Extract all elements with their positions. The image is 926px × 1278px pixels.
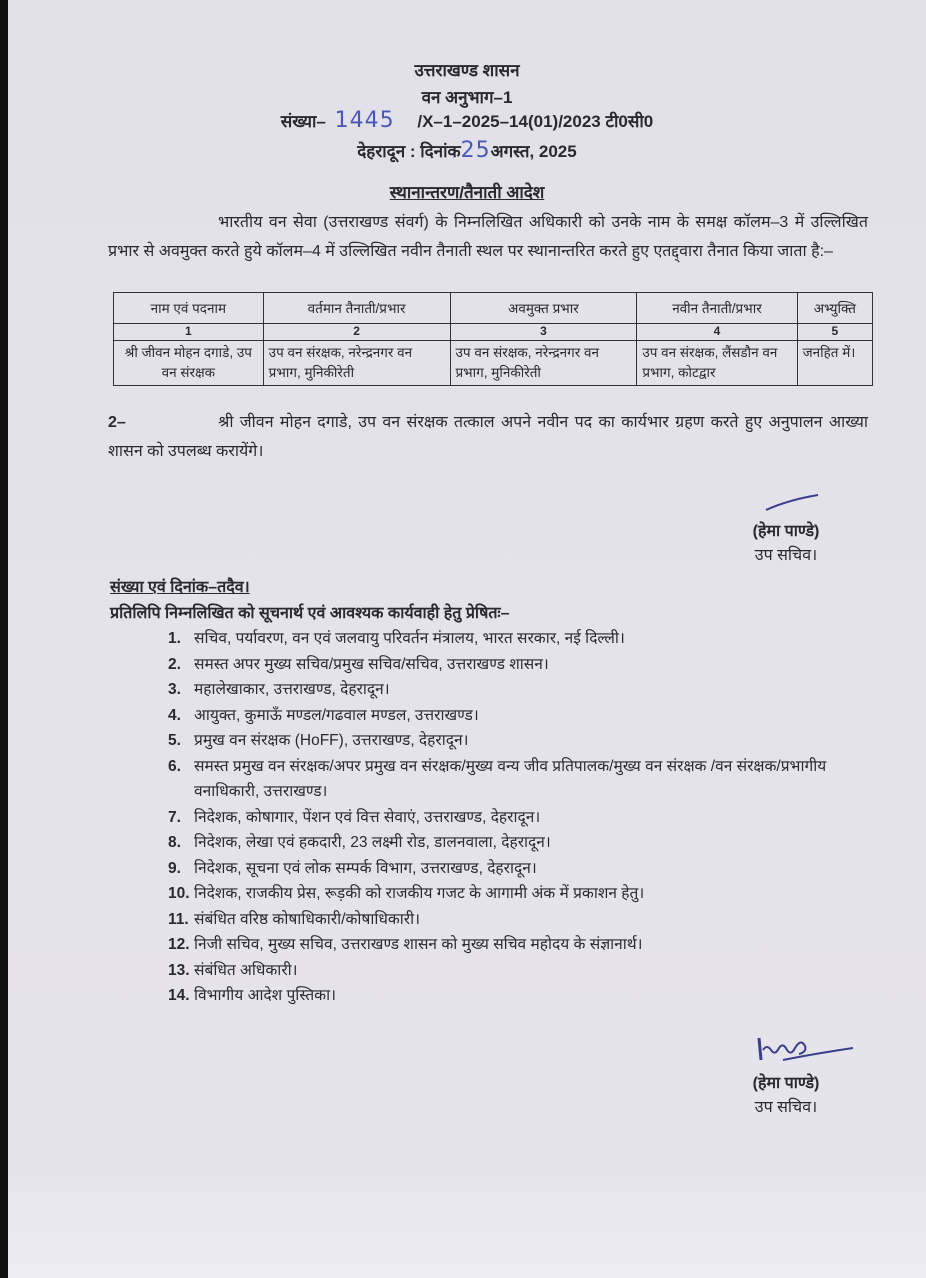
- column-number: 5: [797, 324, 872, 341]
- scan-edge: [0, 0, 8, 1278]
- table-column-number-row: [114, 324, 873, 341]
- signature-block-1: [726, 520, 846, 568]
- order-number-line: [8, 108, 926, 133]
- table-row: [114, 341, 873, 386]
- order-paragraph-1: भारतीय वन सेवा (उत्तराखण्ड संवर्ग) के निम्नलिखित अधिकारी को उनके नाम के समक्ष कॉलम–3 में उल्लिखित प्रभार से अवमुक्त करते हुये कॉलम–4 में उल्लिखित नवीन तैनाती स्थल पर स्थानान्तरित करते हुए एतद्द्वारा तैनात किया जाता है:–: [108, 214, 868, 260]
- handwritten-date-day: 25: [460, 138, 491, 163]
- signatory-designation: उप सचिव।: [754, 1099, 818, 1116]
- handwritten-order-number: 1445: [334, 108, 395, 133]
- signatory-designation: उप सचिव।: [754, 547, 818, 564]
- place-date-label: देहरादून : दिनांक: [357, 142, 461, 161]
- list-item: 5. प्रमुख वन संरक्षक (HoFF), उत्तराखण्ड, देहरादून।: [168, 732, 469, 749]
- header-name-designation: नाम एवं पदनाम: [114, 293, 264, 324]
- column-number: 2: [263, 324, 450, 341]
- posting-table: [113, 292, 873, 386]
- place-date-line: [8, 138, 926, 163]
- column-number: 3: [450, 324, 637, 341]
- cell-remarks: जनहित में।: [797, 341, 872, 386]
- list-item: 12. निजी सचिव, मुख्य सचिव, उत्तराखण्ड शासन को मुख्य सचिव महोदय के संज्ञानार्थ।: [168, 936, 643, 953]
- signatory-name: (हेमा पाण्डे): [752, 1075, 820, 1092]
- header-remarks: अभ्युक्ति: [797, 293, 872, 324]
- signatory-name: (हेमा पाण्डे): [752, 523, 820, 540]
- government-heading: उत्तराखण्ड शासन: [414, 61, 520, 80]
- table-header-row: [114, 293, 873, 324]
- signature-mark-2: [753, 1030, 863, 1070]
- list-item: 10. निदेशक, राजकीय प्रेस, रूड़की को राजकीय गजट के आगामी अंक में प्रकाशन हेतु।: [168, 885, 645, 902]
- column-number: 1: [114, 324, 264, 341]
- date-month-year: अगस्त, 2025: [490, 142, 577, 161]
- number-suffix: /X–1–2025–14(01)/2023 टी0सी0: [417, 112, 654, 131]
- paragraph-2-number: 2–: [108, 414, 126, 431]
- copy-reference: संख्या एवं दिनांक–तदैव।: [110, 579, 250, 596]
- cell-relieved-charge: उप वन संरक्षक, नरेन्द्रनगर वन प्रभाग, मुनिकीरेती: [450, 341, 637, 386]
- list-item: 7. निदेशक, कोषागार, पेंशन एवं वित्त सेवाएं, उत्तराखण्ड, देहरादून।: [168, 808, 541, 826]
- header-current-posting: वर्तमान तैनाती/प्रभार: [263, 293, 450, 324]
- order-title: स्थानान्तरण/तैनाती आदेश: [389, 183, 545, 202]
- signature-mark-1: [763, 492, 823, 514]
- paragraph-2-text: श्री जीवन मोहन दगाडे, उप वन संरक्षक तत्काल अपने नवीन पद का कार्यभार ग्रहण करते हुए अनुपालन आख्या शासन को उपलब्ध करायेंगे।: [108, 414, 868, 460]
- number-label: संख्या–: [280, 112, 326, 131]
- header-relieved-charge: अवमुक्त प्रभार: [450, 293, 637, 324]
- list-item: 4. आयुक्त, कुमाऊँ मण्डल/गढवाल मण्डल, उत्तराखण्ड।: [168, 706, 479, 724]
- cell-current-posting: उप वन संरक्षक, नरेन्द्रनगर वन प्रभाग, मुनिकीरेती: [263, 341, 450, 386]
- list-item: 2. समस्त अपर मुख्य सचिव/प्रमुख सचिव/सचिव, उत्तराखण्ड शासन।: [168, 655, 549, 673]
- list-item: 9. निदेशक, सूचना एवं लोक सम्पर्क विभाग, उत्तराखण्ड, देहरादून।: [168, 859, 537, 877]
- list-item: 14. विभागीय आदेश पुस्तिका।: [168, 987, 336, 1004]
- cell-name: श्री जीवन मोहन दगाडे, उप वन संरक्षक: [114, 341, 264, 386]
- column-number: 4: [637, 324, 797, 341]
- list-item: 11. संबंधित वरिष्ठ कोषाधिकारी/कोषाधिकारी।: [168, 910, 421, 928]
- copy-recipients-list: [168, 626, 878, 1009]
- copy-intro: प्रतिलिपि निम्नलिखित को सूचनार्थ एवं आवश्यक कार्यवाही हेतु प्रेषितः–: [110, 605, 510, 622]
- list-item: 8. निदेशक, लेखा एवं हकदारी, 23 लक्ष्मी रोड, डालनवाला, देहरादून।: [168, 834, 551, 851]
- list-item: 6. समस्त प्रमुख वन संरक्षक/अपर प्रमुख वन संरक्षक/मुख्य वन्य जीव प्रतिपालक/मुख्य वन संरक्षक /वन संरक्षक/प्रभागीय वनाधिकारी, उत्तराखण्ड।: [168, 757, 827, 800]
- header-new-posting: नवीन तैनाती/प्रभार: [637, 293, 797, 324]
- cell-new-posting: उप वन संरक्षक, लैंसडौन वन प्रभाग, कोटद्वार: [637, 341, 797, 386]
- order-paragraph-2: [108, 408, 868, 466]
- document-page: [8, 0, 926, 1278]
- section-heading: वन अनुभाग–1: [421, 88, 513, 107]
- list-item: 1. सचिव, पर्यावरण, वन एवं जलवायु परिवर्तन मंत्रालय, भारत सरकार, नई दिल्ली।: [168, 630, 625, 647]
- list-item: 13. संबंधित अधिकारी।: [168, 961, 298, 979]
- signature-block-2: [726, 1072, 846, 1120]
- list-item: 3. महालेखाकार, उत्तराखण्ड, देहरादून।: [168, 681, 390, 698]
